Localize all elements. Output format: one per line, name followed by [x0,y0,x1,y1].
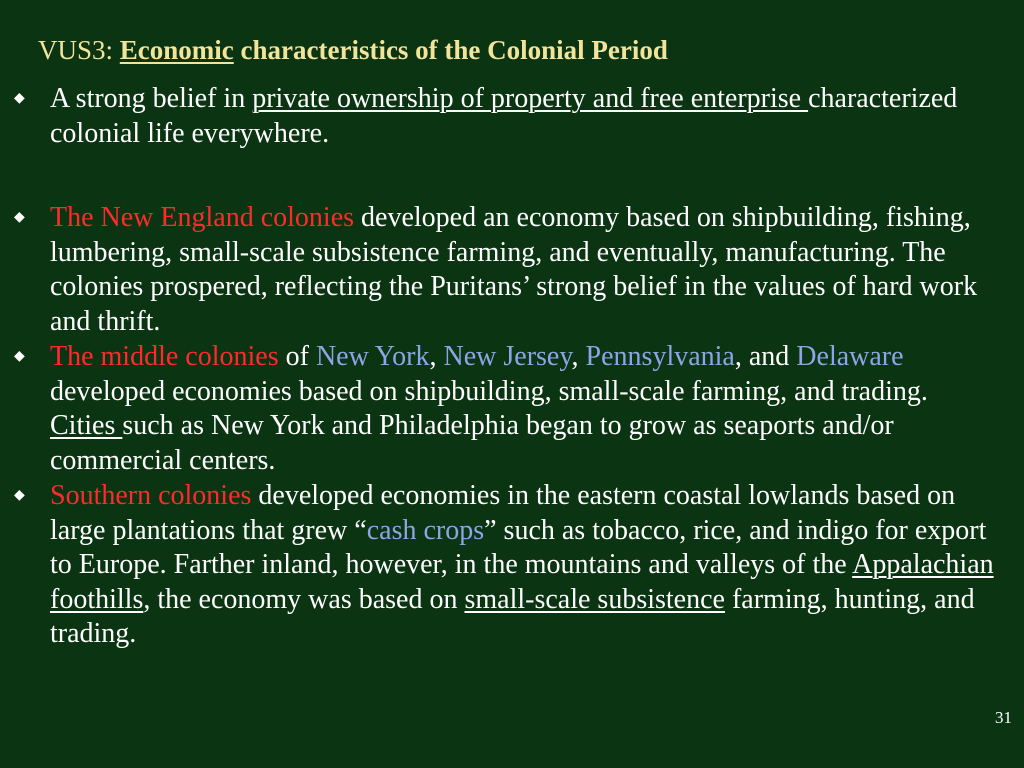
bullet-private-ownership [0,82,1000,151]
slide-number: 31 [995,708,1012,727]
underlined-phrase: private ownership of property and free enterprise [252,83,809,114]
diamond-bullet-icon [14,350,24,360]
title-prefix: VUS3: [38,35,120,65]
diamond-bullet-icon [14,92,24,102]
underlined-phrase: Cities [50,410,123,441]
region-label: The New England colonies [50,202,355,233]
diamond-bullet-icon [14,211,24,221]
bullet-list [0,82,1024,652]
bullet-new-england [0,201,1000,339]
colony-name-pennsylvania: Pennsylvania [585,341,735,372]
bullet-text: ” such as tobacco, rice, and indigo for export to Europe. Farther inland, however, in the mountains and valleys of the [50,514,987,580]
region-label: Southern colonies [50,480,252,511]
bullet-text: farming, hunting, and trading. [50,583,975,649]
region-label: The middle colonies [50,341,279,372]
bullet-southern-colonies [0,479,1000,652]
bullet-text: , [571,341,586,372]
diamond-bullet-icon [14,489,24,499]
bullet-text: such as New York and Philadelphia began to grow as seaports and/or commercial centers. [50,410,894,476]
colony-name-new-jersey: New Jersey [443,341,572,372]
title-underlined-word: Economic [119,35,234,65]
bullet-text: , [429,341,444,372]
bullet-text: , the economy was based on [143,583,465,615]
title-rest: characteristics of the Colonial Period [233,35,668,65]
slide-title [38,33,998,67]
bullet-text: developed economies in the eastern coastal lowlands based on large plantations that grew “ [50,480,956,546]
bullet-text: developed an economy based on shipbuilding, fishing, lumbering, small-scale subsistence farming, and eventually, manufacturing. The colonies prospered, reflecting the Puritans’ strong belief in the values of hard work and thrift. [50,202,978,337]
bullet-text: developed economies based on shipbuilding, small-scale farming, and trading. [50,375,928,407]
term-cash-crops: cash crops [366,514,485,546]
bullet-text: A strong belief in [50,83,253,114]
bullet-text: of [278,341,316,372]
underlined-phrase: Appalachian foothills [50,549,994,615]
bullet-middle-colonies [0,340,1000,478]
colony-name-delaware: Delaware [796,341,904,372]
underlined-phrase: small-scale subsistence [464,583,725,615]
bullet-text: characterized colonial life everywhere. [50,83,958,149]
colony-name-new-york: New York [315,341,430,372]
bullet-text: , and [734,341,797,372]
